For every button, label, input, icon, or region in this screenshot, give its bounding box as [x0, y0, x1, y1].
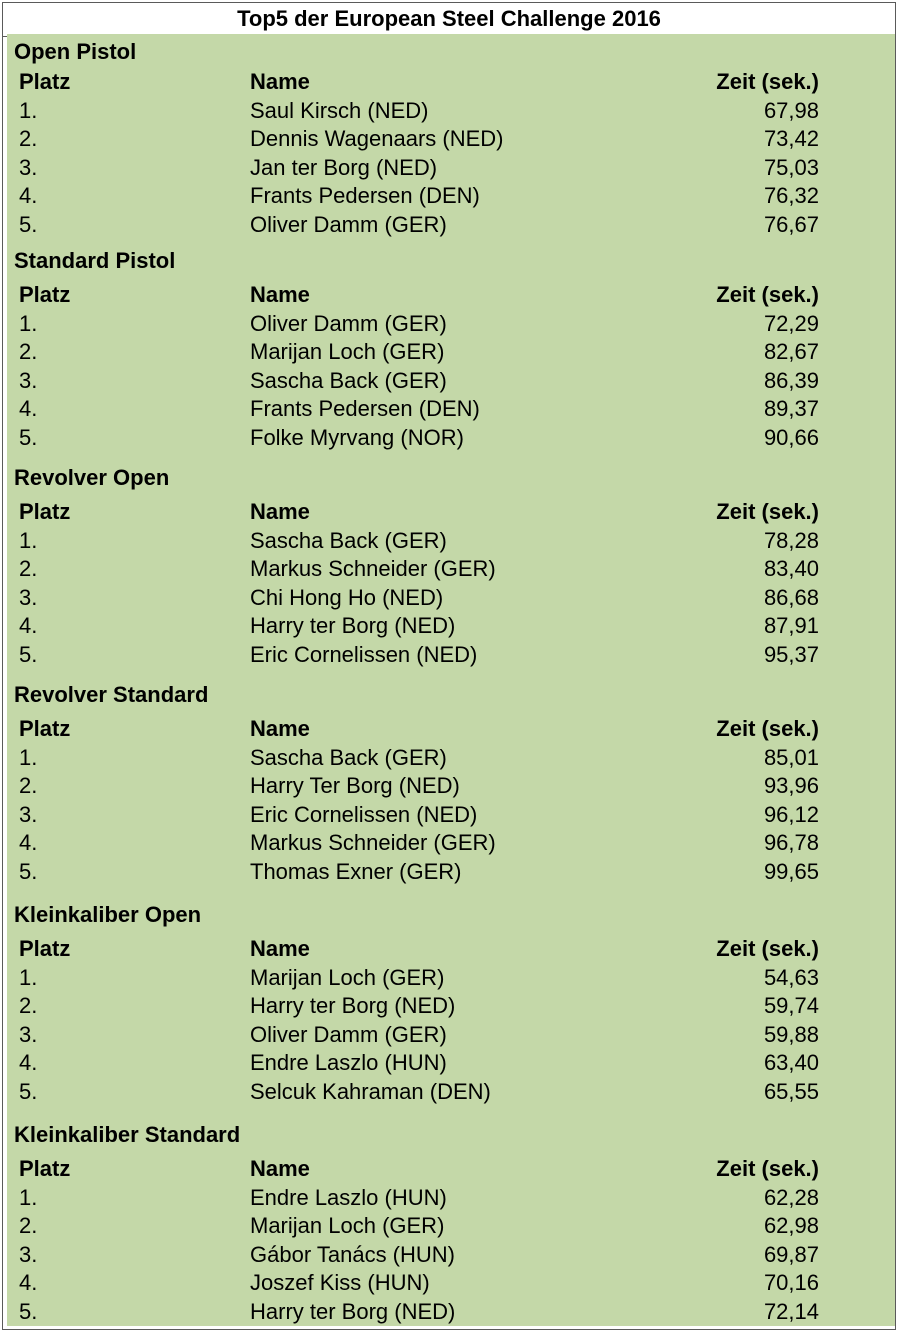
- cell-name: Oliver Damm (GER): [250, 310, 447, 336]
- cell-name: Eric Cornelissen (NED): [250, 801, 478, 827]
- cell-platz: 4.: [19, 183, 38, 209]
- table-header-row: [7, 68, 895, 96]
- cell-zeit: 78,28: [763, 527, 819, 553]
- cell-platz: 1.: [19, 527, 38, 553]
- table-row: [7, 1021, 895, 1049]
- table-row: [7, 964, 895, 992]
- table-row: [7, 744, 895, 772]
- cell-zeit: 59,88: [763, 1021, 819, 1047]
- table-header-row: [7, 1155, 895, 1183]
- cell-platz: 2.: [19, 339, 38, 365]
- table-row: [7, 829, 895, 857]
- cell-name: Endre Laszlo (HUN): [250, 1184, 447, 1210]
- header-zeit: Zeit (sek.): [716, 936, 819, 961]
- table-row: [7, 1078, 895, 1106]
- header-zeit: Zeit (sek.): [716, 69, 819, 94]
- cell-platz: 2.: [19, 993, 38, 1019]
- cell-name: Harry ter Borg (NED): [250, 613, 456, 639]
- cell-platz: 5.: [19, 212, 38, 237]
- table-row: [7, 612, 895, 640]
- cell-zeit: 69,87: [763, 1241, 819, 1267]
- cell-name: Saul Kirsch (NED): [250, 97, 429, 123]
- header-zeit: Zeit (sek.): [716, 1156, 819, 1181]
- header-platz: Platz: [19, 499, 71, 524]
- cell-platz: 4.: [19, 830, 38, 856]
- cell-platz: 3.: [19, 1241, 38, 1267]
- cell-zeit: 73,42: [763, 126, 819, 152]
- cell-zeit: 70,16: [763, 1270, 819, 1296]
- header-platz: Platz: [19, 282, 71, 307]
- cell-zeit: 89,37: [763, 396, 819, 422]
- table-row: [7, 1212, 895, 1240]
- cell-zeit: 54,63: [763, 964, 819, 990]
- cell-name: Markus Schneider (GER): [250, 830, 496, 856]
- cell-zeit: 86,68: [763, 584, 819, 610]
- cell-platz: 5.: [19, 425, 38, 450]
- cell-zeit: 86,39: [763, 367, 819, 393]
- table-row: [7, 992, 895, 1020]
- cell-platz: 1.: [19, 1184, 38, 1210]
- cell-name: Thomas Exner (GER): [250, 859, 462, 884]
- header-zeit: Zeit (sek.): [716, 716, 819, 741]
- section-title: Kleinkaliber Standard: [14, 1122, 241, 1147]
- cell-platz: 1.: [19, 310, 38, 336]
- table-row: [7, 97, 895, 125]
- cell-platz: 2.: [19, 773, 38, 799]
- cell-zeit: 65,55: [763, 1079, 819, 1104]
- cell-name: Dennis Wagenaars (NED): [250, 126, 504, 152]
- cell-zeit: 72,14: [763, 1299, 819, 1324]
- results-body: [7, 34, 895, 1326]
- table-row: [7, 310, 895, 338]
- cell-platz: 4.: [19, 613, 38, 639]
- table-row: [7, 424, 895, 452]
- table-row: [7, 1184, 895, 1212]
- cell-platz: 5.: [19, 859, 38, 884]
- cell-zeit: 67,98: [763, 97, 819, 123]
- cell-platz: 5.: [19, 642, 38, 667]
- table-row: [7, 584, 895, 612]
- cell-name: Sascha Back (GER): [250, 744, 447, 770]
- cell-platz: 3.: [19, 584, 38, 610]
- cell-zeit: 85,01: [763, 744, 819, 770]
- cell-name: Selcuk Kahraman (DEN): [250, 1079, 491, 1104]
- cell-name: Frants Pedersen (DEN): [250, 396, 480, 422]
- cell-name: Joszef Kiss (HUN): [250, 1270, 430, 1296]
- cell-zeit: 76,67: [763, 212, 819, 237]
- header-name: Name: [250, 716, 310, 741]
- cell-name: Folke Myrvang (NOR): [250, 425, 464, 450]
- section-title: Revolver Open: [14, 465, 170, 490]
- cell-platz: 4.: [19, 1050, 38, 1076]
- cell-zeit: 82,67: [763, 339, 819, 365]
- cell-name: Oliver Damm (GER): [250, 212, 447, 237]
- header-name: Name: [250, 282, 310, 307]
- cell-zeit: 99,65: [763, 859, 819, 884]
- cell-platz: 5.: [19, 1299, 38, 1324]
- table-row: [7, 1269, 895, 1297]
- table-header-row: [7, 281, 895, 309]
- cell-name: Harry Ter Borg (NED): [250, 773, 460, 799]
- cell-platz: 4.: [19, 1270, 38, 1296]
- cell-name: Oliver Damm (GER): [250, 1021, 447, 1047]
- cell-name: Frants Pedersen (DEN): [250, 183, 480, 209]
- table-row: [7, 1241, 895, 1269]
- cell-name: Sascha Back (GER): [250, 367, 447, 393]
- cell-zeit: 72,29: [763, 310, 819, 336]
- table-row: [7, 395, 895, 423]
- cell-platz: 1.: [19, 964, 38, 990]
- cell-platz: 4.: [19, 396, 38, 422]
- table-row: [7, 211, 895, 239]
- table-header-row: [7, 935, 895, 963]
- table-row: [7, 182, 895, 210]
- section-title: Standard Pistol: [14, 248, 176, 273]
- header-platz: Platz: [19, 69, 71, 94]
- cell-platz: 2.: [19, 1213, 38, 1239]
- table-row: [7, 1049, 895, 1077]
- cell-name: Harry ter Borg (NED): [250, 993, 456, 1019]
- cell-name: Markus Schneider (GER): [250, 556, 496, 582]
- cell-name: Endre Laszlo (HUN): [250, 1050, 447, 1076]
- header-name: Name: [250, 69, 310, 94]
- cell-platz: 1.: [19, 744, 38, 770]
- cell-platz: 3.: [19, 801, 38, 827]
- cell-platz: 3.: [19, 1021, 38, 1047]
- table-row: [7, 338, 895, 366]
- section-title: Revolver Standard: [14, 682, 209, 707]
- cell-zeit: 62,28: [763, 1184, 819, 1210]
- cell-platz: 5.: [19, 1079, 38, 1104]
- table-row: [7, 555, 895, 583]
- cell-name: Jan ter Borg (NED): [250, 154, 438, 180]
- table-row: [7, 801, 895, 829]
- header-platz: Platz: [19, 716, 71, 741]
- header-name: Name: [250, 1156, 310, 1181]
- cell-name: Marijan Loch (GER): [250, 1213, 445, 1239]
- cell-name: Marijan Loch (GER): [250, 339, 445, 365]
- section-title: Kleinkaliber Open: [14, 902, 202, 927]
- cell-zeit: 76,32: [763, 183, 819, 209]
- cell-name: Gábor Tanács (HUN): [250, 1241, 455, 1267]
- table-row: [7, 641, 895, 669]
- cell-zeit: 63,40: [763, 1050, 819, 1076]
- cell-zeit: 83,40: [763, 556, 819, 582]
- cell-name: Chi Hong Ho (NED): [250, 584, 444, 610]
- cell-zeit: 62,98: [763, 1213, 819, 1239]
- header-platz: Platz: [19, 936, 71, 961]
- table-header-row: [7, 715, 895, 743]
- cell-zeit: 90,66: [763, 425, 819, 450]
- header-zeit: Zeit (sek.): [716, 282, 819, 307]
- cell-zeit: 59,74: [763, 993, 819, 1019]
- cell-platz: 3.: [19, 367, 38, 393]
- table-row: [7, 125, 895, 153]
- table-row: [7, 1298, 895, 1326]
- cell-zeit: 93,96: [763, 773, 819, 799]
- table-row: [7, 367, 895, 395]
- section-title: Open Pistol: [14, 39, 137, 64]
- table-row: [7, 527, 895, 555]
- cell-name: Eric Cornelissen (NED): [250, 642, 478, 667]
- table-row: [7, 858, 895, 886]
- cell-name: Sascha Back (GER): [250, 527, 447, 553]
- header-zeit: Zeit (sek.): [716, 499, 819, 524]
- header-name: Name: [250, 499, 310, 524]
- header-name: Name: [250, 936, 310, 961]
- header-platz: Platz: [19, 1156, 71, 1181]
- cell-name: Marijan Loch (GER): [250, 964, 445, 990]
- table-header-row: [7, 498, 895, 526]
- cell-zeit: 96,78: [763, 830, 819, 856]
- table-row: [7, 154, 895, 182]
- cell-name: Harry ter Borg (NED): [250, 1299, 456, 1324]
- cell-platz: 2.: [19, 556, 38, 582]
- cell-platz: 2.: [19, 126, 38, 152]
- cell-zeit: 75,03: [763, 154, 819, 180]
- cell-zeit: 87,91: [763, 613, 819, 639]
- table-row: [7, 772, 895, 800]
- table-title: Top5 der European Steel Challenge 2016: [3, 3, 895, 37]
- cell-platz: 3.: [19, 154, 38, 180]
- cell-platz: 1.: [19, 97, 38, 123]
- cell-zeit: 96,12: [763, 801, 819, 827]
- cell-zeit: 95,37: [763, 642, 819, 667]
